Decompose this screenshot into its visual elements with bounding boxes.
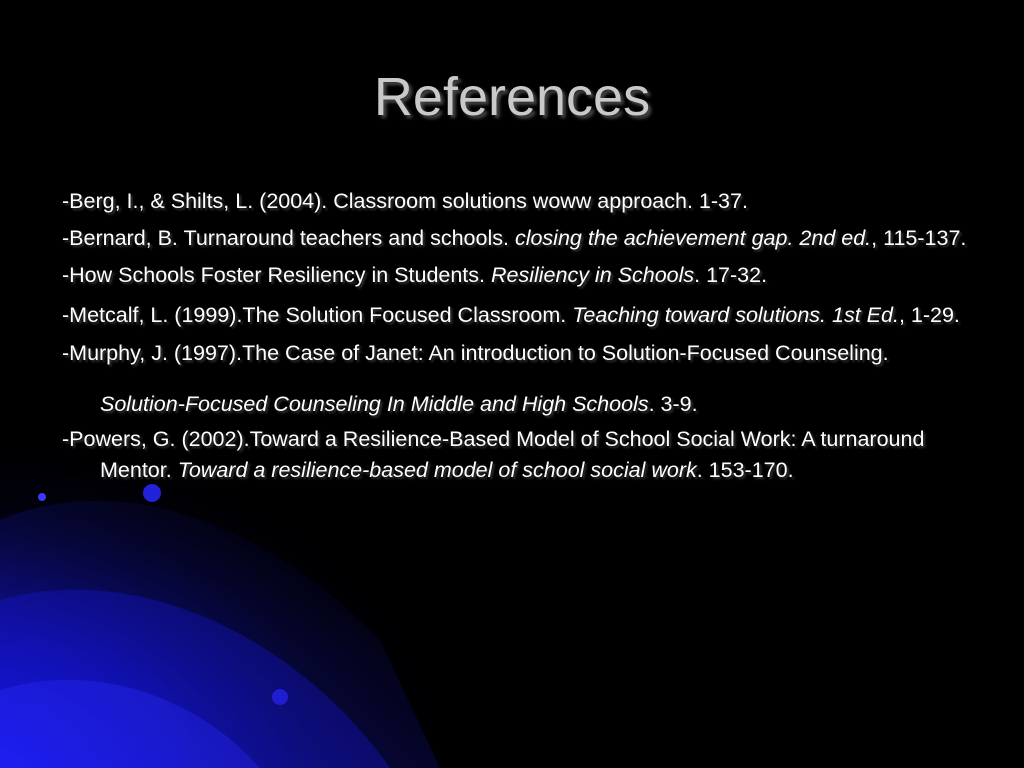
- reference-item: -Berg, I., & Shilts, L. (2004). Classroom solutions woww approach. 1-37.: [62, 189, 748, 213]
- slide-title: References: [373, 67, 651, 127]
- reference-list: [62, 186, 972, 492]
- reference-item: -Murphy, J. (1997).The Case of Janet: An introduction to Solution-Focused Counseling. Solution-Focused Counseling In Middle and High Schools. 3-9.: [62, 341, 889, 416]
- decorative-dot: [38, 493, 46, 501]
- reference-item: -Powers, G. (2002).Toward a Resilience-Based Model of School Social Work: A turnaround Mentor. Toward a resilience-based model of school social work. 153-170.: [62, 427, 925, 482]
- reference-item: -Metcalf, L. (1999).The Solution Focused Classroom. Teaching toward solutions. 1st Ed., 1-29.: [62, 303, 960, 327]
- decorative-dot: [272, 689, 288, 705]
- reference-item: -Bernard, B. Turnaround teachers and schools. closing the achievement gap. 2nd ed., 115-137.: [62, 226, 967, 250]
- reference-item: -How Schools Foster Resiliency in Students. Resiliency in Schools. 17-32.: [62, 263, 768, 287]
